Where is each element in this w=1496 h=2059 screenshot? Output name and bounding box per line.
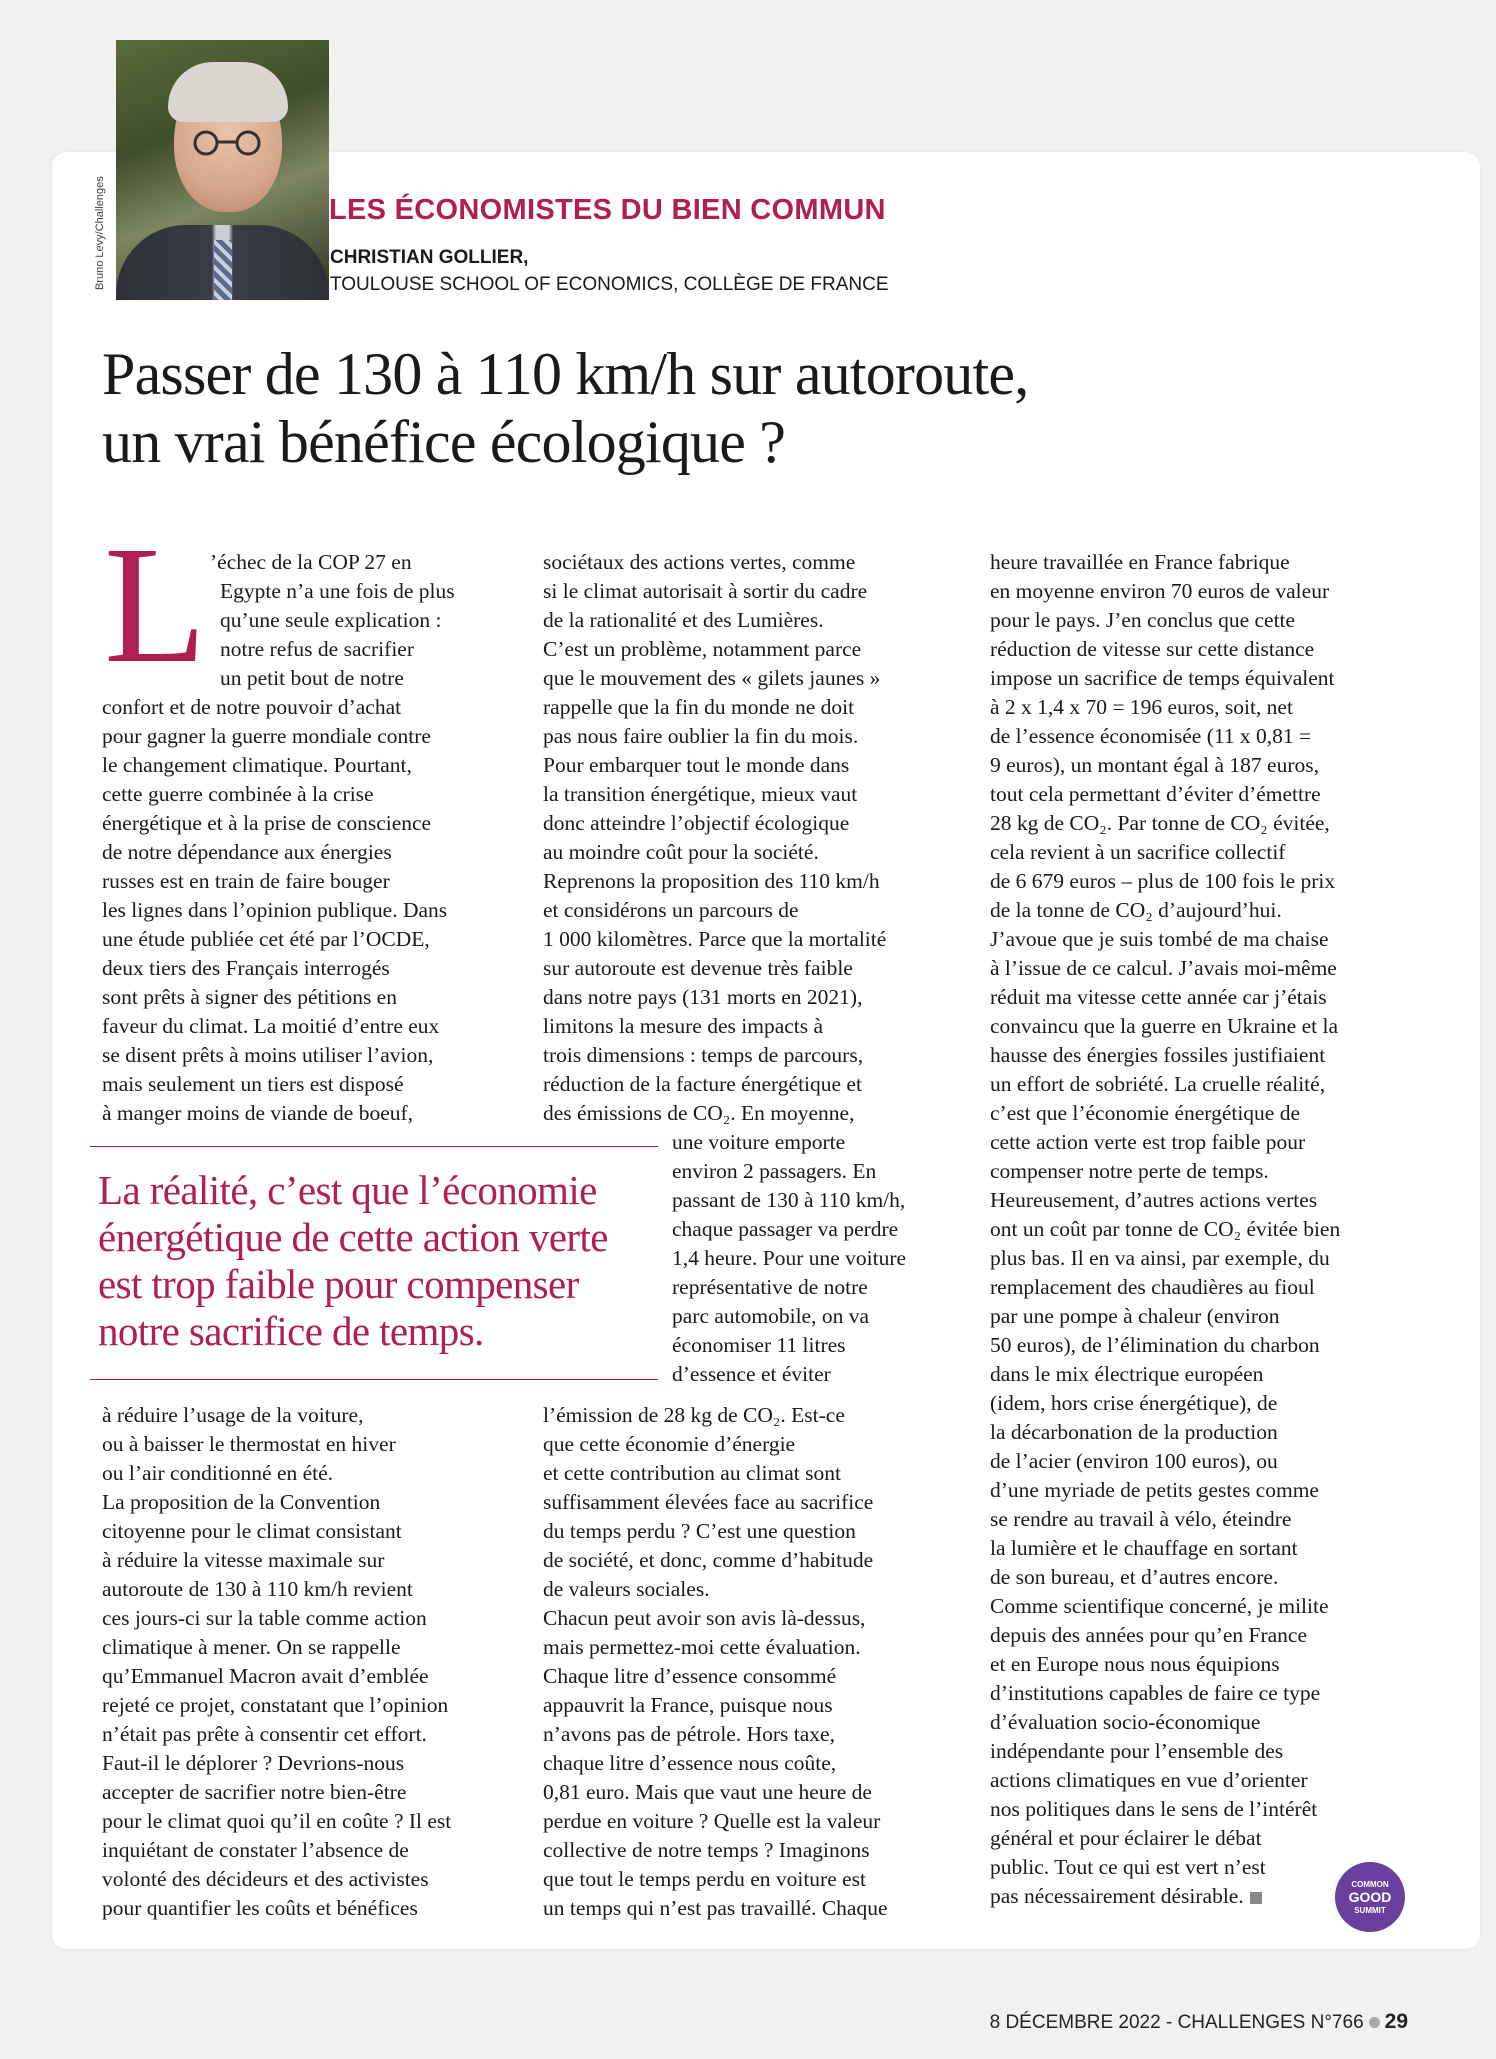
text-line: à réduire l’usage de la voiture, — [102, 1403, 364, 1427]
text-line: énergétique et à la prise de conscience — [102, 811, 432, 835]
text-line: appauvrit la France, puisque nous — [543, 1693, 833, 1717]
text-line: que le mouvement des « gilets jaunes » — [543, 666, 881, 690]
text-line: russes est en train de faire bouger — [102, 869, 390, 893]
text-line: la transition énergétique, mieux vaut — [543, 782, 858, 806]
pull-quote-line: notre sacrifice de temps. — [98, 1308, 484, 1354]
end-mark-icon — [1250, 1892, 1262, 1904]
text-line: au moindre coût pour la société. — [543, 840, 819, 864]
text-line: les lignes dans l’opinion publique. Dans — [102, 898, 448, 922]
page-number: 29 — [1384, 2010, 1408, 2033]
text-line: impose un sacrifice de temps équivalent — [990, 666, 1335, 690]
text-line: de l’acier (environ 100 euros), ou — [990, 1449, 1278, 1473]
text-line: n’avons pas de pétrole. Hors taxe, — [543, 1722, 835, 1746]
text-line: de la rationalité et des Lumières. — [543, 608, 824, 632]
text-line: à 2 x 1,4 x 70 = 196 euros, soit, net — [990, 695, 1293, 719]
text-line: parc automobile, on va — [672, 1304, 870, 1328]
text-line: mais permettez-moi cette évaluation. — [543, 1635, 861, 1659]
bullet-icon — [1369, 2017, 1380, 2028]
column-1-bottom — [102, 1401, 502, 1923]
text-line: ces jours-ci sur la table comme action — [102, 1606, 427, 1630]
text-line: autoroute de 130 à 110 km/h revient — [102, 1577, 413, 1601]
text-line: confort et de notre pouvoir d’achat — [102, 695, 402, 719]
text-line: ou l’air conditionné en été. — [102, 1461, 334, 1485]
text-line: de la tonne de CO₂ d’aujourd’hui. — [990, 898, 1282, 922]
column-2-bottom — [543, 1401, 953, 1923]
text-line: climatique à mener. On se rappelle — [102, 1635, 401, 1659]
text-line: à réduire la vitesse maximale sur — [102, 1548, 385, 1572]
text-line: de notre dépendance aux énergies — [102, 840, 392, 864]
text-line: public. Tout ce qui est vert n’est — [990, 1855, 1266, 1879]
text-line: inquiétant de constater l’absence de — [102, 1838, 409, 1862]
text-line: ’échec de la COP 27 en — [210, 550, 412, 574]
text-line: faveur du climat. La moitié d’entre eux — [102, 1014, 440, 1038]
text-line: sont prêts à signer des pétitions en — [102, 985, 397, 1009]
text-line: depuis des années pour qu’en France — [990, 1623, 1308, 1647]
badge-line-3: SUMMIT — [1354, 1905, 1386, 1915]
text-line: un petit bout de notre — [220, 666, 404, 690]
text-line: remplacement des chaudières au fioul — [990, 1275, 1315, 1299]
text-line: Reprenons la proposition des 110 km/h — [543, 869, 880, 893]
text-line: une voiture emporte — [672, 1130, 846, 1154]
text-line: se disent prêts à moins utiliser l’avion, — [102, 1043, 434, 1067]
text-line: dans notre pays (131 morts en 2021), — [543, 985, 863, 1009]
text-line: pas nous faire oublier la fin du mois. — [543, 724, 859, 748]
text-line: du temps perdu ? C’est une question — [543, 1519, 856, 1543]
pull-quote-line: énergétique de cette action verte — [98, 1214, 608, 1260]
text-line: indépendante pour l’ensemble des — [990, 1739, 1284, 1763]
text-line: chaque litre d’essence nous coûte, — [543, 1751, 837, 1775]
text-line: compenser notre perte de temps. — [990, 1159, 1269, 1183]
column-1-top — [102, 548, 502, 1128]
text-line: La proposition de la Convention — [102, 1490, 381, 1514]
text-line: si le climat autorisait à sortir du cadre — [543, 579, 868, 603]
text-line: la lumière et le chauffage en sortant — [990, 1536, 1298, 1560]
text-line: une étude publiée cet été par l’OCDE, — [102, 927, 430, 951]
text-line: de valeurs sociales. — [543, 1577, 710, 1601]
text-line: volonté des décideurs et des activistes — [102, 1867, 429, 1891]
text-line: pour le climat quoi qu’il en coûte ? Il est — [102, 1809, 452, 1833]
text-line: un effort de sobriété. La cruelle réalité, — [990, 1072, 1326, 1096]
text-line: représentative de notre — [672, 1275, 868, 1299]
text-line: sur autoroute est devenue très faible — [543, 956, 853, 980]
text-line: convaincu que la guerre en Ukraine et la — [990, 1014, 1339, 1038]
text-line: trois dimensions : temps de parcours, — [543, 1043, 864, 1067]
text-line: (idem, hors crise énergétique), de — [990, 1391, 1278, 1415]
text-line: qu’Emmanuel Macron avait d’emblée — [102, 1664, 429, 1688]
text-line: sociétaux des actions vertes, comme — [543, 550, 856, 574]
text-line: 1,4 heure. Pour une voiture — [672, 1246, 907, 1270]
pull-quote-line: La réalité, c’est que l’économie — [98, 1167, 597, 1213]
text-line: 28 kg de CO₂. Par tonne de CO₂ évitée, — [990, 811, 1330, 835]
text-line: et cette contribution au climat sont — [543, 1461, 841, 1485]
text-line: limitons la mesure des impacts à — [543, 1014, 824, 1038]
text-line: heure travaillée en France fabrique — [990, 550, 1290, 574]
text-line: de l’essence économisée (11 x 0,81 = — [990, 724, 1312, 748]
text-line: à manger moins de viande de boeuf, — [102, 1101, 414, 1125]
text-line: perdue en voiture ? Quelle est la valeur — [543, 1809, 881, 1833]
text-line: de société, et donc, comme d’habitude — [543, 1548, 874, 1572]
column-3 — [990, 548, 1400, 1911]
text-line: la décarbonation de la production — [990, 1420, 1278, 1444]
text-line: tout cela permettant d’éviter d’émettre — [990, 782, 1321, 806]
headline-line-2: un vrai bénéfice écologique ? — [102, 409, 786, 475]
text-line: cette guerre combinée à la crise — [102, 782, 374, 806]
author-affiliation: TOULOUSE SCHOOL OF ECONOMICS, COLLÈGE DE FRANCE — [330, 274, 889, 295]
headline — [102, 340, 1402, 476]
text-line: n’était pas prête à consentir cet effort. — [102, 1722, 427, 1746]
text-line: Pour embarquer tout le monde dans — [543, 753, 850, 777]
badge-line-2: GOOD — [1348, 1888, 1392, 1905]
text-line: et considérons un parcours de — [543, 898, 799, 922]
text-line: d’essence et éviter — [672, 1362, 831, 1386]
text-line: que tout le temps perdu en voiture est — [543, 1867, 867, 1891]
text-line: pas nécessairement désirable. — [990, 1884, 1244, 1908]
text-line: J’avoue que je suis tombé de ma chaise — [990, 927, 1329, 951]
text-line: c’est que l’économie énergétique de — [990, 1101, 1301, 1125]
text-line: réduit ma vitesse cette année car j’étais — [990, 985, 1327, 1009]
text-line: d’institutions capables de faire ce type — [990, 1681, 1321, 1705]
headline-line-1: Passer de 130 à 110 km/h sur autoroute, — [102, 341, 1029, 407]
text-line: pour gagner la guerre mondiale contre — [102, 724, 431, 748]
author-photo — [116, 40, 329, 300]
text-line: pour le pays. J’en conclus que cette — [990, 608, 1296, 632]
pull-quote-line: est trop faible pour compenser — [98, 1261, 579, 1307]
text-line: réduction de la facture énergétique et — [543, 1072, 862, 1096]
text-line: mais seulement un tiers est disposé — [102, 1072, 404, 1096]
text-line: 0,81 euro. Mais que vaut une heure de — [543, 1780, 872, 1804]
rubric-title: LES ÉCONOMISTES DU BIEN COMMUN — [329, 194, 886, 226]
text-line: chaque passager va perdre — [672, 1217, 899, 1241]
badge-line-1: COMMON — [1351, 1879, 1389, 1889]
text-line: nos politiques dans le sens de l’intérêt — [990, 1797, 1318, 1821]
text-line: 1 000 kilomètres. Parce que la mortalité — [543, 927, 887, 951]
text-line: ont un coût par tonne de CO₂ évitée bien — [990, 1217, 1341, 1241]
text-line: se rendre au travail à vélo, éteindre — [990, 1507, 1292, 1531]
drop-cap: L — [104, 512, 207, 698]
common-good-summit-badge — [1335, 1862, 1405, 1932]
text-line: passant de 130 à 110 km/h, — [672, 1188, 906, 1212]
text-line: notre refus de sacrifier — [220, 637, 414, 661]
text-line: rappelle que la fin du monde ne doit — [543, 695, 855, 719]
text-line: Egypte n’a une fois de plus — [220, 579, 455, 603]
text-line: à l’issue de ce calcul. J’avais moi-même — [990, 956, 1337, 980]
text-line: plus bas. Il en va ainsi, par exemple, du — [990, 1246, 1330, 1270]
text-line: C’est un problème, notamment parce — [543, 637, 862, 661]
text-line: accepter de sacrifier notre bien-être — [102, 1780, 407, 1804]
photo-credit: Bruno Levy/Challenges — [94, 176, 106, 290]
author-name: CHRISTIAN GOLLIER, — [330, 247, 529, 268]
text-line: qu’une seule explication : — [220, 608, 442, 632]
text-line: de son bureau, et d’autres encore. — [990, 1565, 1279, 1589]
text-line: en moyenne environ 70 euros de valeur — [990, 579, 1330, 603]
text-line: économiser 11 litres — [672, 1333, 846, 1357]
text-line: par une pompe à chaleur (environ — [990, 1304, 1280, 1328]
text-line: collective de notre temps ? Imaginons — [543, 1838, 870, 1862]
text-line: Chaque litre d’essence consommé — [543, 1664, 837, 1688]
text-line: suffisamment élevées face au sacrifice — [543, 1490, 874, 1514]
column-2-top — [543, 548, 953, 1128]
text-line: l’émission de 28 kg de CO₂. Est-ce — [543, 1403, 845, 1427]
pull-quote — [90, 1146, 658, 1380]
text-line: dans le mix électrique européen — [990, 1362, 1264, 1386]
column-2-indented — [672, 1128, 962, 1389]
text-line: Faut-il le déplorer ? Devrions-nous — [102, 1751, 405, 1775]
text-line: que cette économie d’énergie — [543, 1432, 796, 1456]
text-line: cela revient à un sacrifice collectif — [990, 840, 1286, 864]
text-line: citoyenne pour le climat consistant — [102, 1519, 402, 1543]
text-line: réduction de vitesse sur cette distance — [990, 637, 1315, 661]
text-line: Chacun peut avoir son avis là-dessus, — [543, 1606, 866, 1630]
text-line: d’une myriade de petits gestes comme — [990, 1478, 1319, 1502]
text-line: le changement climatique. Pourtant, — [102, 753, 412, 777]
text-line: hausse des énergies fossiles justifiaient — [990, 1043, 1326, 1067]
folio-text: 8 DÉCEMBRE 2022 - CHALLENGES N°766 — [989, 2012, 1364, 2033]
text-line: Comme scientifique concerné, je milite — [990, 1594, 1329, 1618]
text-line: de 6 679 euros – plus de 100 fois le prix — [990, 869, 1336, 893]
text-line: rejeté ce projet, constatant que l’opinion — [102, 1693, 449, 1717]
text-line: environ 2 passagers. En — [672, 1159, 877, 1183]
text-line: 9 euros), un montant égal à 187 euros, — [990, 753, 1319, 777]
text-line: des émissions de CO₂. En moyenne, — [543, 1101, 855, 1125]
text-line: actions climatiques en vue d’orienter — [990, 1768, 1308, 1792]
text-line: 50 euros), de l’élimination du charbon — [990, 1333, 1320, 1357]
text-line: d’évaluation socio-économique — [990, 1710, 1261, 1734]
text-line: pour quantifier les coûts et bénéfices — [102, 1896, 418, 1920]
text-line: un temps qui n’est pas travaillé. Chaque — [543, 1896, 888, 1920]
text-line: deux tiers des Français interrogés — [102, 956, 390, 980]
text-line: général et pour éclairer le débat — [990, 1826, 1262, 1850]
page-folio — [990, 2010, 1408, 2034]
text-line: donc atteindre l’objectif écologique — [543, 811, 850, 835]
text-line: cette action verte est trop faible pour — [990, 1130, 1306, 1154]
text-line: Heureusement, d’autres actions vertes — [990, 1188, 1318, 1212]
text-line: et en Europe nous nous équipions — [990, 1652, 1280, 1676]
text-line: ou à baisser le thermostat en hiver — [102, 1432, 396, 1456]
